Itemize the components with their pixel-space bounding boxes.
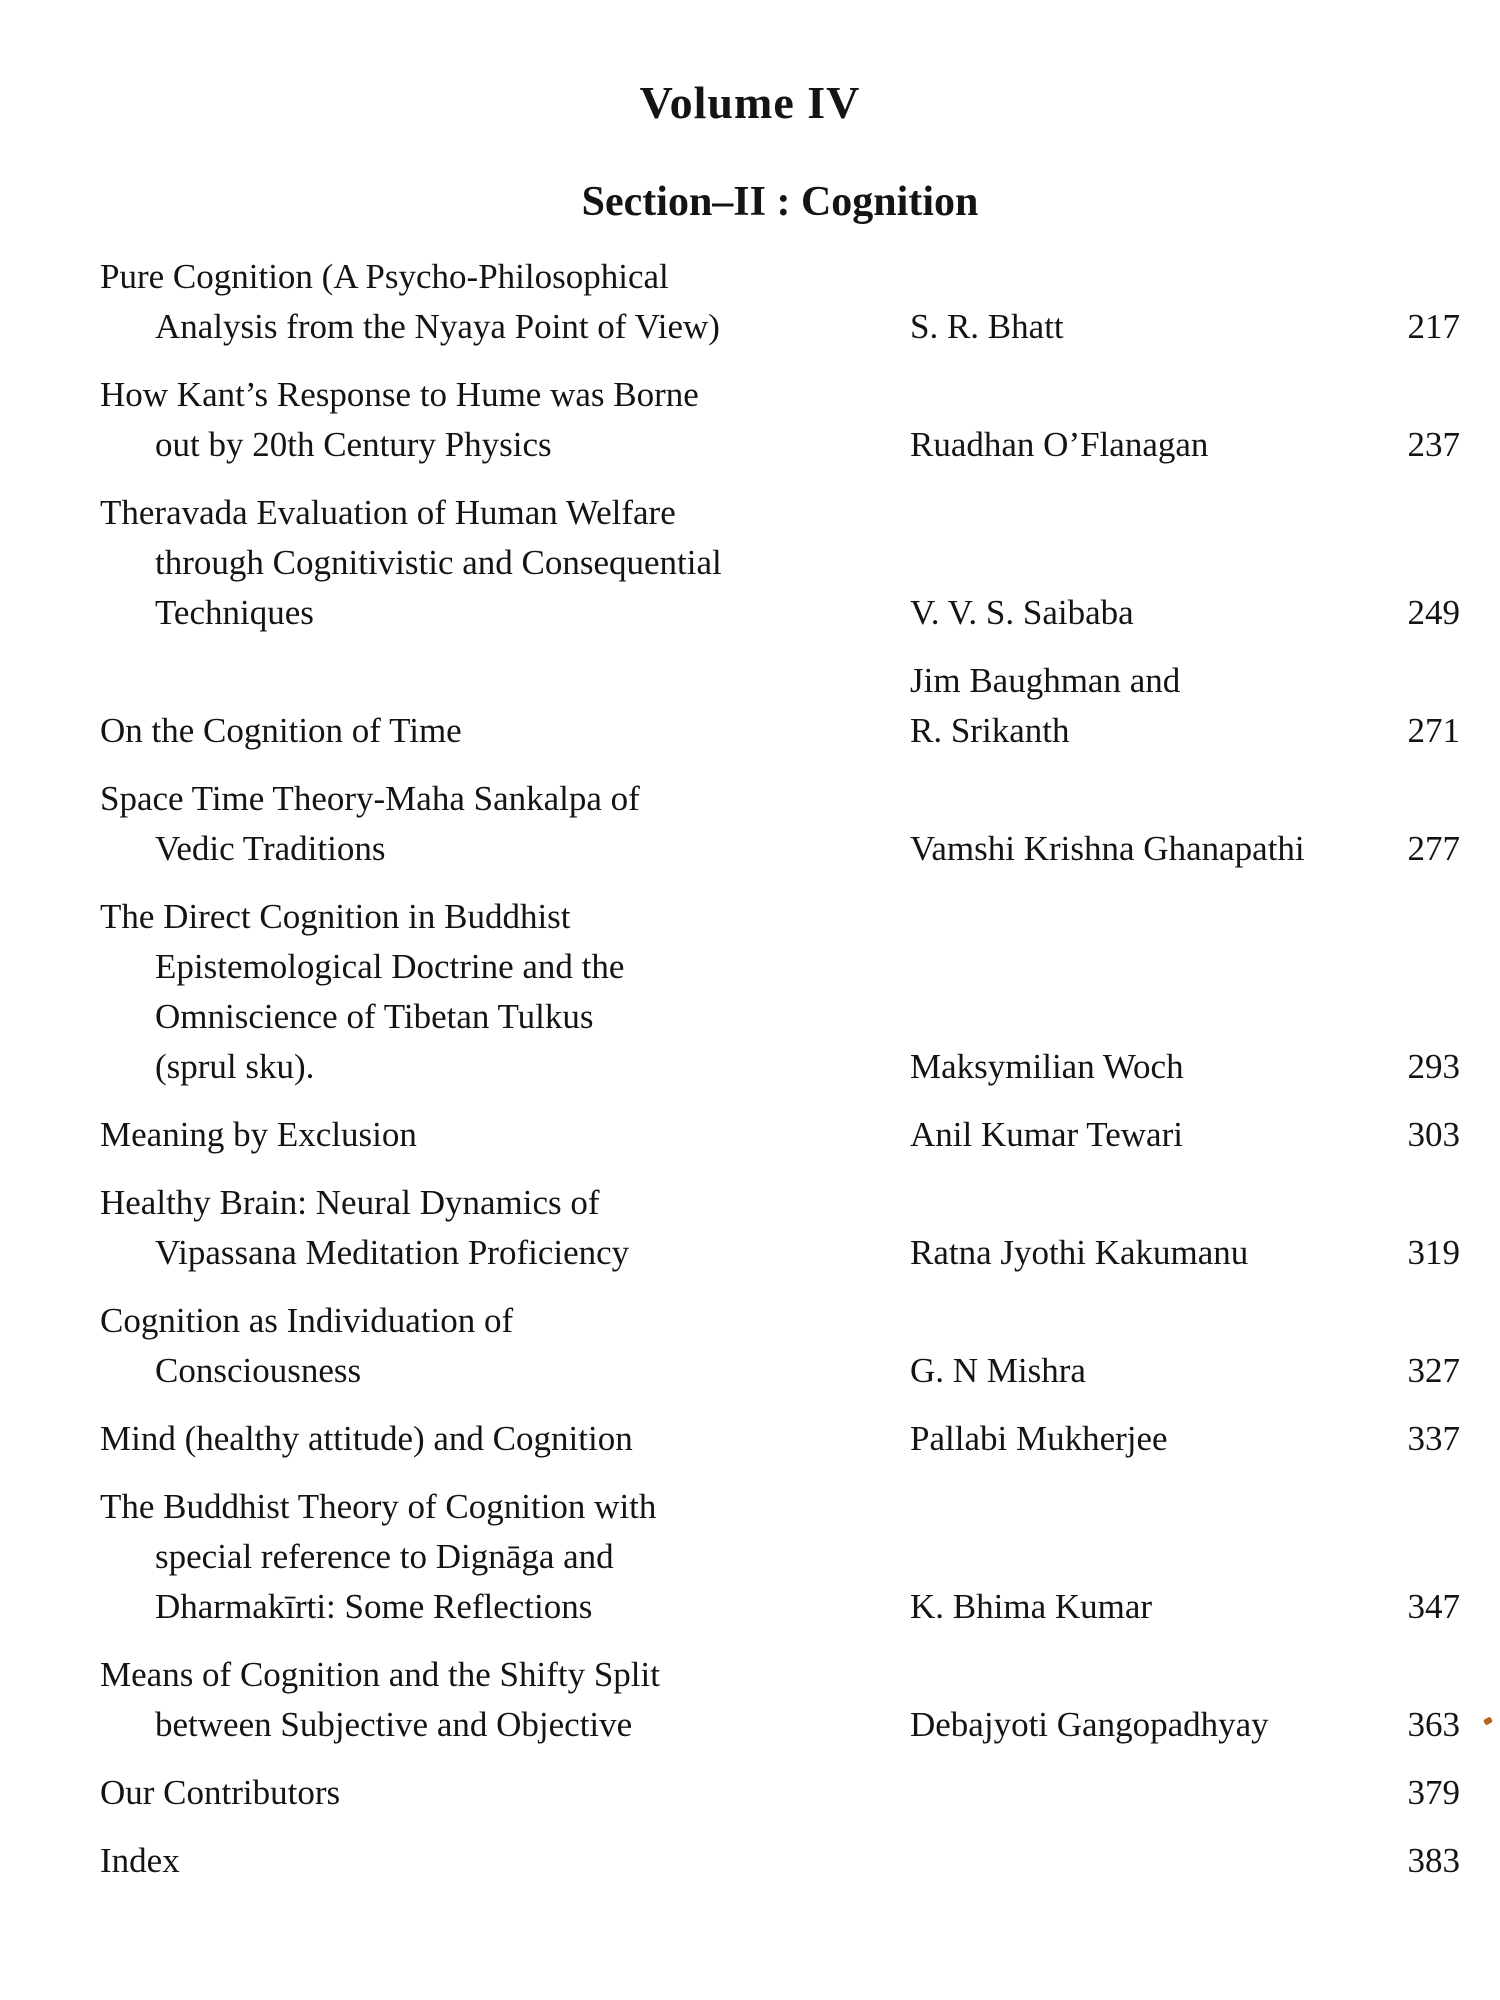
toc-entry: [100, 252, 1460, 352]
toc-entry: [100, 488, 1460, 638]
entry-page-number: 327: [1407, 1351, 1460, 1390]
entry-page-number: 277: [1407, 829, 1460, 868]
entry-title-line: Index: [100, 1841, 180, 1880]
edge-mark: [1483, 1716, 1493, 1725]
entry-page-number: 217: [1407, 307, 1460, 346]
entry-page-number: 319: [1407, 1233, 1460, 1272]
entry-page-number: 383: [1407, 1841, 1460, 1880]
entry-author-line: Ratna Jyothi Kakumanu: [910, 1233, 1249, 1272]
entry-author-line: Maksymilian Woch: [910, 1047, 1184, 1086]
entry-author-line: Vamshi Krishna Ghanapathi: [910, 829, 1305, 868]
entry-author-line: K. Bhima Kumar: [910, 1587, 1153, 1626]
entry-author-line: Jim Baughman and: [910, 661, 1181, 700]
entry-title: [100, 1650, 910, 1750]
entry-title-line: Consciousness: [155, 1351, 362, 1390]
entry-page-number: 379: [1407, 1773, 1460, 1812]
entry-author-line: Debajyoti Gangopadhyay: [910, 1705, 1269, 1744]
entry-author-line: Ruadhan O’Flanagan: [910, 425, 1209, 464]
entry-title: [100, 488, 910, 638]
toc-entry: [100, 1414, 1460, 1464]
entry-title: [100, 706, 910, 756]
entry-page-number: 237: [1407, 425, 1460, 464]
entry-title-line: Meaning by Exclusion: [100, 1115, 417, 1154]
entry-title-line: Dharmakīrti: Some Reflections: [155, 1587, 593, 1626]
entry-title: [100, 370, 910, 470]
toc-entry: [100, 1110, 1460, 1160]
entry-title-line: Techniques: [155, 593, 314, 632]
entry-title: [100, 1836, 910, 1886]
toc-entry: [100, 1836, 1460, 1886]
entry-title-line: Vipassana Meditation Proficiency: [155, 1233, 630, 1272]
toc-entry: [100, 1178, 1460, 1278]
toc-entry: [100, 1296, 1460, 1396]
toc-entry: [100, 892, 1460, 1092]
entry-title-line: special reference to Dignāga and: [155, 1537, 614, 1576]
entry-author: [910, 824, 1380, 874]
entry-page-number: 271: [1407, 711, 1460, 750]
entry-page-number: 347: [1407, 1587, 1460, 1626]
toc-entry: [100, 656, 1460, 756]
entry-title-line: On the Cognition of Time: [100, 711, 462, 750]
entry-title-line: out by 20th Century Physics: [155, 425, 552, 464]
entry-page-number: 303: [1407, 1115, 1460, 1154]
entry-title: [100, 1110, 910, 1160]
entry-author-line: Anil Kumar Tewari: [910, 1115, 1183, 1154]
toc-entry: [100, 1482, 1460, 1632]
entry-title: [100, 1296, 910, 1396]
entry-title: [100, 1768, 910, 1818]
entry-title-line: Vedic Traditions: [155, 829, 386, 868]
entry-author: [910, 1700, 1380, 1750]
section-title: Section–II : Cognition: [581, 179, 979, 225]
entry-author: [910, 1228, 1380, 1278]
entry-author: [910, 1582, 1380, 1632]
entry-title: [100, 1414, 910, 1464]
entry-author: [910, 588, 1380, 638]
entry-page-number: 293: [1407, 1047, 1460, 1086]
entry-author: [910, 1042, 1380, 1092]
entry-title-line: Cognition as Individuation of: [100, 1301, 514, 1340]
entry-title-line: How Kant’s Response to Hume was Borne: [100, 375, 699, 414]
entry-author: [910, 1414, 1380, 1464]
entry-title-line: Space Time Theory-Maha Sankalpa of: [100, 779, 640, 818]
toc-entry: [100, 774, 1460, 874]
entry-title: [100, 892, 910, 1092]
entry-page-number: 363: [1407, 1705, 1460, 1744]
entry-title-line: Pure Cognition (A Psycho-Philosophical: [100, 257, 669, 296]
entry-title-line: between Subjective and Objective: [155, 1705, 633, 1744]
entry-title-line: The Direct Cognition in Buddhist: [100, 897, 571, 936]
entry-author-line: S. R. Bhatt: [910, 307, 1064, 346]
entry-title-line: through Cognitivistic and Consequential: [155, 543, 722, 582]
entry-author: [910, 420, 1380, 470]
entry-page-number: 337: [1407, 1419, 1460, 1458]
entry-title: [100, 1178, 910, 1278]
entry-title-line: Omniscience of Tibetan Tulkus: [155, 997, 594, 1036]
entry-author-line: R. Srikanth: [910, 711, 1070, 750]
entry-title-line: Healthy Brain: Neural Dynamics of: [100, 1183, 600, 1222]
entry-author: [910, 302, 1380, 352]
entry-title: [100, 774, 910, 874]
entry-author: [910, 656, 1380, 756]
entry-title-line: The Buddhist Theory of Cognition with: [100, 1487, 657, 1526]
entry-author-line: V. V. S. Saibaba: [910, 593, 1134, 632]
toc-entry: [100, 370, 1460, 470]
table-of-contents: [100, 252, 1460, 1904]
entry-title-line: Mind (healthy attitude) and Cognition: [100, 1419, 633, 1458]
entry-title-line: Means of Cognition and the Shifty Split: [100, 1655, 660, 1694]
entry-author-line: G. N Mishra: [910, 1351, 1086, 1390]
entry-title-line: Theravada Evaluation of Human Welfare: [100, 493, 676, 532]
entry-author: [910, 1346, 1380, 1396]
entry-title: [100, 1482, 910, 1632]
entry-author: [910, 1110, 1380, 1160]
entry-author-line: Pallabi Mukherjee: [910, 1419, 1168, 1458]
entry-title-line: Epistemological Doctrine and the: [155, 947, 625, 986]
volume-title: Volume IV: [639, 77, 861, 128]
toc-entry: [100, 1650, 1460, 1750]
entry-title-line: Analysis from the Nyaya Point of View): [155, 307, 720, 346]
entry-title-line: Our Contributors: [100, 1773, 341, 1812]
toc-entry: [100, 1768, 1460, 1818]
entry-title-line: (sprul sku).: [155, 1047, 315, 1086]
entry-page-number: 249: [1407, 593, 1460, 632]
entry-title: [100, 252, 910, 352]
